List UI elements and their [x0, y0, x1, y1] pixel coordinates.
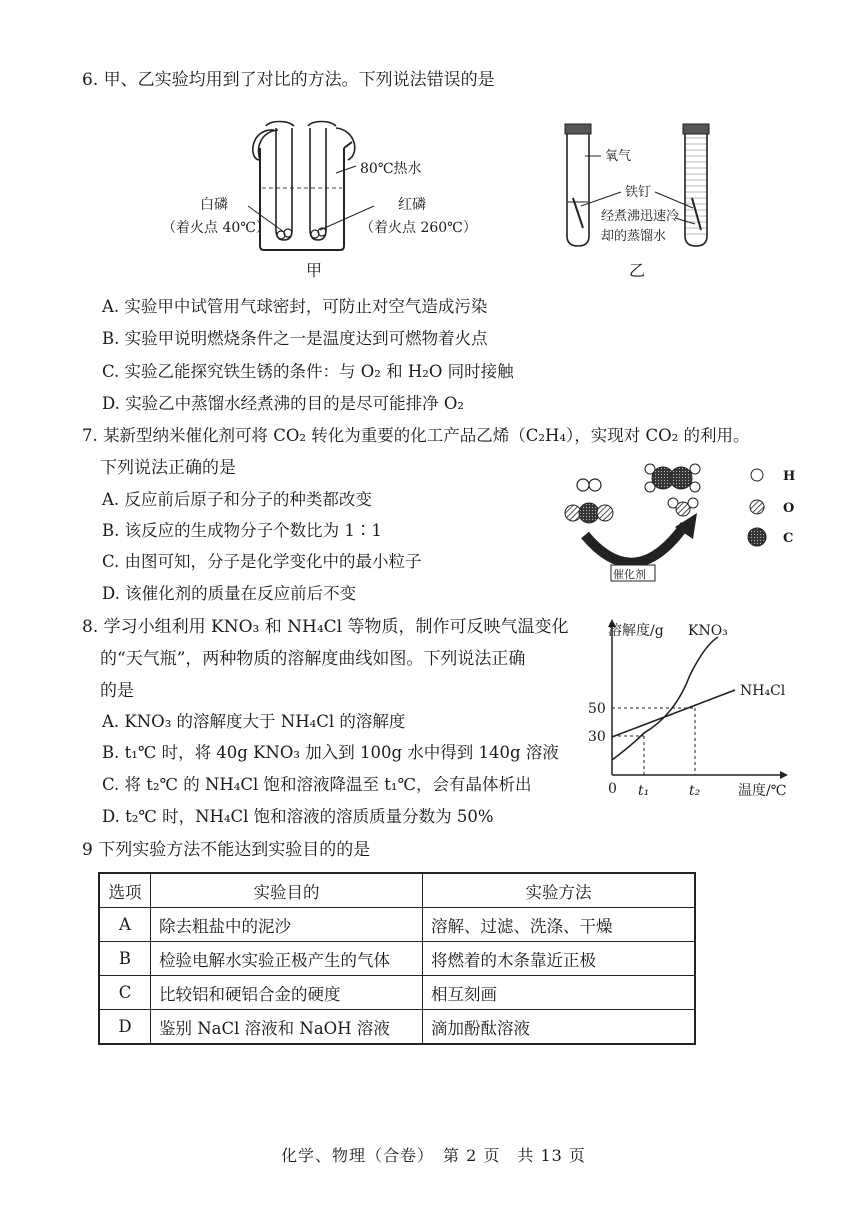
header-purpose: 实验目的 [151, 873, 423, 908]
row-a-method: 溶解、过滤、洗涤、干燥 [423, 908, 696, 942]
xtick-t2: t₂ [689, 783, 701, 799]
row-d-method: 滴加酚酞溶液 [423, 1010, 696, 1045]
label-boiled-water-2: 却的蒸馏水 [601, 229, 667, 244]
label-oxygen: 氧气 [605, 149, 632, 164]
experiment-yi-figure [555, 118, 735, 283]
table-row [99, 908, 695, 942]
label-iron-nail: 铁钉 [625, 185, 652, 200]
q6-stem: 6. 甲、乙实验均用到了对比的方法。下列说法错误的是 [82, 70, 495, 90]
q8-stem-line3: 的是 [100, 681, 134, 701]
chart-ylabel: 溶解度/g [608, 623, 664, 639]
q8-stem-line2: 的“天气瓶”，两种物质的溶解度曲线如图。下列说法正确 [100, 649, 526, 669]
label-red-ignition: （着火点 260℃） [360, 220, 477, 236]
origin-label: 0 [608, 781, 617, 797]
ytick-50: 50 [588, 701, 606, 717]
q6-option-b: B. 实验甲说明燃烧条件之一是温度达到可燃物着火点 [102, 329, 488, 348]
row-a-purpose: 除去粗盐中的泥沙 [151, 908, 423, 942]
q9-stem: 9 下列实验方法不能达到实验目的的是 [82, 840, 371, 860]
label-red-phosphorus: 红磷 [398, 197, 426, 213]
legend-nh4cl: NH₄Cl [740, 683, 786, 699]
series-nh4cl-line [612, 690, 735, 737]
solubility-chart [580, 615, 815, 805]
q7-option-a: A. 反应前后原子和分子的种类都改变 [102, 490, 372, 509]
q8-option-c: C. 将 t₂℃ 的 NH₄Cl 饱和溶液降温至 t₁℃，会有晶体析出 [102, 775, 532, 794]
label-white-phosphorus: 白磷 [200, 197, 228, 213]
q7-option-d: D. 该催化剂的质量在反应前后不变 [102, 584, 357, 603]
q6-option-c: C. 实验乙能探究铁生锈的条件：与 O₂ 和 H₂O 同时接触 [102, 362, 514, 381]
series-kno3-line [612, 637, 718, 760]
chart-xlabel: 温度/℃ [738, 783, 787, 799]
legend-kno3: KNO₃ [688, 623, 728, 639]
q7-stem-line2: 下列说法正确的是 [100, 458, 236, 478]
q7-option-c: C. 由图可知，分子是化学变化中的最小粒子 [102, 552, 422, 571]
row-a-option: A [99, 908, 151, 942]
header-option: 选项 [99, 873, 151, 908]
label-hot-water: 80℃热水 [360, 161, 422, 177]
legend-h: H [783, 469, 796, 484]
label-white-ignition: （着火点 40℃） [162, 220, 270, 236]
row-b-purpose: 检验电解水实验正极产生的气体 [151, 942, 423, 976]
q6-option-a: A. 实验甲中试管用气球密封，可防止对空气造成污染 [102, 297, 488, 316]
page-footer: 化学、物理（合卷） 第 2 页 共 13 页 [281, 1146, 586, 1165]
row-c-method: 相互刻画 [423, 976, 696, 1010]
row-d-option: D [99, 1010, 151, 1045]
label-boiled-water-1: 经煮沸迅速冷 [601, 209, 680, 224]
row-b-option: B [99, 942, 151, 976]
legend-c: C [783, 531, 794, 546]
caption-jia: 甲 [306, 261, 323, 280]
q7-option-b: B. 该反应的生成物分子个数比为 1∶1 [102, 521, 382, 540]
row-b-method: 将燃着的木条靠近正极 [423, 942, 696, 976]
table-row [99, 1010, 695, 1045]
q9-table [98, 872, 696, 1045]
molecule-reaction-diagram [555, 455, 820, 585]
xtick-t1: t₁ [638, 783, 650, 799]
q6-option-d: D. 实验乙中蒸馏水经煮沸的目的是尽可能排净 O₂ [102, 394, 465, 413]
caption-yi: 乙 [629, 261, 646, 280]
q8-option-d: D. t₂℃ 时，NH₄Cl 饱和溶液的溶质质量分数为 50% [102, 807, 494, 826]
header-method: 实验方法 [423, 873, 696, 908]
q7-stem-line1: 7. 某新型纳米催化剂可将 CO₂ 转化为重要的化工产品乙烯（C₂H₄），实现对 CO₂ 的利用。 [82, 426, 750, 445]
ytick-30: 30 [588, 729, 606, 745]
q8-option-a: A. KNO₃ 的溶解度大于 NH₄Cl 的溶解度 [102, 712, 406, 731]
catalyst-label: 催化剂 [613, 568, 646, 581]
table-header-row [99, 873, 695, 908]
q8-option-b: B. t₁℃ 时，将 40g KNO₃ 加入到 100g 水中得到 140g 溶液 [102, 743, 559, 762]
table-row [99, 942, 695, 976]
legend-o: O [783, 501, 795, 516]
row-d-purpose: 鉴别 NaCl 溶液和 NaOH 溶液 [151, 1010, 423, 1045]
row-c-option: C [99, 976, 151, 1010]
q8-stem-line1: 8. 学习小组利用 KNO₃ 和 NH₄Cl 等物质，制作可反映气温变化 [82, 617, 569, 637]
row-c-purpose: 比较铝和硬铝合金的硬度 [151, 976, 423, 1010]
table-row [99, 976, 695, 1010]
experiment-jia-figure [160, 118, 500, 283]
